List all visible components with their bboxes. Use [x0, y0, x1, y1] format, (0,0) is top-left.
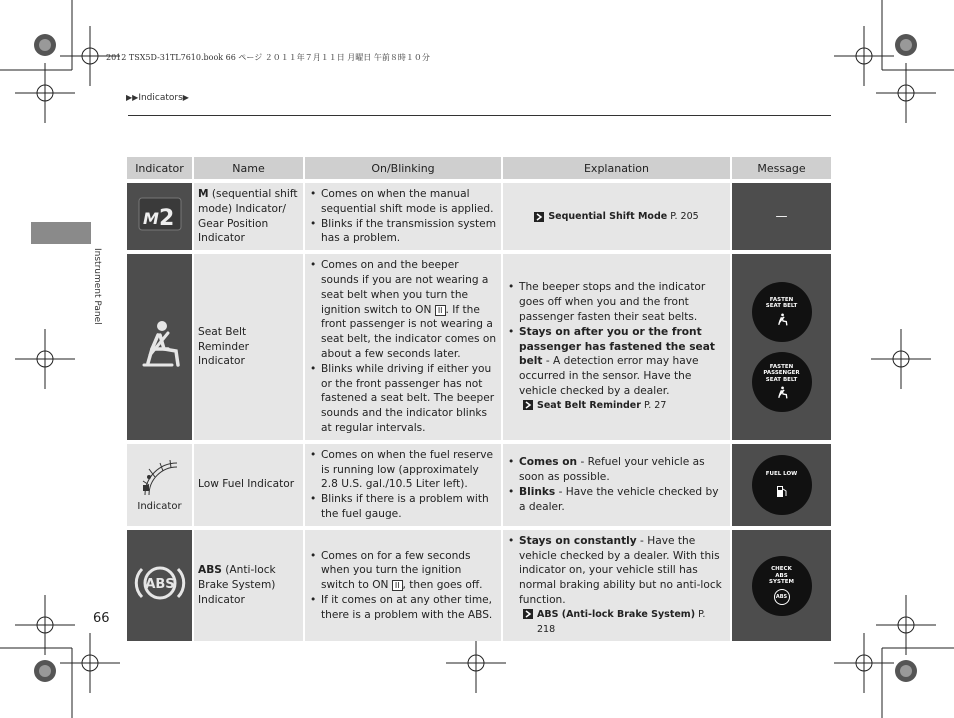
table-row	[127, 440, 831, 526]
list-item	[519, 485, 726, 515]
message-cell	[732, 179, 831, 250]
seat-belt-icon	[776, 386, 788, 400]
list-text: , then goes off.	[402, 579, 483, 592]
ref-page: P. 205	[670, 210, 699, 222]
breadcrumb-end-arrow: ▶	[182, 93, 189, 102]
breadcrumb[interactable]	[126, 93, 189, 103]
table-row	[127, 250, 831, 440]
list-item: • The beeper stops and the indicator goes off when you and the front passenger fasten their seat belts.	[519, 280, 726, 324]
reference-arrow-icon	[523, 609, 533, 619]
cross-reference-link[interactable]	[534, 211, 698, 222]
reference-arrow-icon	[534, 212, 544, 222]
bold-text: Stays on constantly	[519, 534, 637, 547]
name-bold: ABS	[198, 564, 222, 577]
list-text: Comes on and the beeper sounds if you are not wearing a seat belt when you turn the ignition switch to ON	[321, 259, 489, 316]
low-fuel-icon	[135, 455, 185, 499]
table-row	[127, 526, 831, 642]
list-text: . If the front passenger is not wearing a seat belt, the indicator comes on about a few seconds later.	[321, 303, 497, 360]
bold-text: Comes on	[519, 456, 578, 469]
indicator-cell	[127, 526, 194, 642]
message-text: CHECK ABS SYSTEM	[769, 566, 794, 586]
list-text: - Have the vehicle checked by a dealer. With this indicator on, your vehicle still has normal braking ability but no anti-lock function.	[519, 534, 722, 606]
abs-icon: ABS	[774, 589, 790, 605]
message-text: FASTEN SEAT BELT	[765, 296, 798, 310]
list-item	[519, 325, 726, 399]
col-header-indicator: Indicator	[127, 157, 194, 179]
chapter-label: Instrument Panel	[92, 248, 102, 325]
list-item: • Comes on when the fuel reserve is running low (approximately 2.8 U.S. gal./10.5 Liter left).	[321, 448, 497, 492]
list-text: Comes on for a few seconds when you turn the ignition switch to ON	[321, 549, 471, 592]
explanation-cell	[503, 526, 732, 642]
message-display	[752, 455, 812, 515]
svg-text:ABS: ABS	[144, 577, 175, 593]
col-header-on-blinking: On/Blinking	[305, 157, 503, 179]
on-blinking-cell	[305, 440, 503, 526]
name-cell: Low Fuel Indicator	[194, 440, 305, 526]
name-text: (sequential shift mode) Indicator/ Gear Position Indicator	[198, 188, 298, 245]
ignition-position-key: II	[435, 305, 446, 316]
list-text: - Have the vehicle checked by a dealer.	[519, 485, 719, 513]
svg-text:2: 2	[158, 206, 174, 232]
list-item: • Blinks if the transmission system has a problem.	[321, 217, 497, 247]
seat-belt-icon	[776, 313, 788, 327]
list-item: • Blinks while driving if either you or the front passenger has not fastened a seat belt. The beeper sounds and the indicator blinks at regular intervals.	[321, 362, 497, 436]
indicator-cell	[127, 440, 194, 526]
message-cell	[732, 250, 831, 440]
ref-label[interactable]: Seat Belt Reminder	[537, 399, 641, 411]
list-item	[321, 549, 497, 593]
col-header-explanation: Explanation	[503, 157, 732, 179]
ref-page: P. 27	[643, 399, 667, 411]
ref-page: P. 218	[537, 608, 706, 635]
page-number: 66	[93, 611, 110, 626]
message-display	[752, 282, 812, 342]
no-message-dash: —	[775, 208, 788, 223]
fuel-pump-icon	[776, 485, 788, 498]
table-header-row	[127, 157, 831, 179]
chapter-tab	[31, 222, 91, 244]
list-item	[519, 455, 726, 485]
indicator-cell	[127, 179, 194, 250]
print-file-header: 2012 TSX5D-31TL7610.book 66 ページ ２０１１年７月１１日 月曜日 午前８時１０分	[106, 53, 430, 62]
list-item: • If it comes on at any other time, there is a problem with the ABS.	[321, 593, 497, 623]
on-blinking-cell	[305, 250, 503, 440]
list-item	[321, 258, 497, 362]
on-blinking-cell	[305, 526, 503, 642]
message-text: FUEL LOW	[765, 470, 798, 477]
col-header-name: Name	[194, 157, 305, 179]
breadcrumb-arrows: ▶▶	[126, 93, 139, 102]
list-item: • Comes on when the manual sequential shift mode is applied.	[321, 187, 497, 217]
cross-reference-link[interactable]	[523, 399, 726, 414]
indicator-cell	[127, 250, 194, 440]
list-item: • Blinks if there is a problem with the fuel gauge.	[321, 492, 497, 522]
list-text: - A detection error may have occurred in the sensor. Have the vehicle checked by a dealer.	[519, 355, 699, 397]
on-blinking-cell	[305, 179, 503, 250]
name-cell: Seat Belt Reminder Indicator	[194, 250, 305, 440]
explanation-cell	[503, 179, 732, 250]
name-cell	[194, 179, 305, 250]
list-text: - Refuel your vehicle as soon as possible.	[519, 456, 705, 483]
abs-icon	[133, 561, 187, 605]
breadcrumb-label[interactable]: Indicators	[138, 93, 183, 103]
bold-text: Blinks	[519, 485, 556, 498]
message-display	[752, 556, 812, 616]
reference-arrow-icon	[523, 400, 533, 410]
explanation-cell	[503, 440, 732, 526]
list-item	[519, 534, 726, 608]
message-display	[752, 352, 812, 412]
name-bold: M	[198, 188, 209, 200]
seat-belt-icon	[138, 319, 182, 371]
cross-reference-link[interactable]	[523, 608, 726, 638]
name-text: (Anti-lock Brake System) Indicator	[198, 564, 276, 606]
message-cell	[732, 526, 831, 642]
col-header-message: Message	[732, 157, 831, 179]
message-cell	[732, 440, 831, 526]
header-rule	[128, 115, 831, 116]
table-row	[127, 179, 831, 250]
icon-caption: Indicator	[137, 500, 182, 512]
message-text: FASTEN PASSENGER SEAT BELT	[763, 363, 800, 383]
m2-gear-indicator-icon	[137, 196, 183, 232]
ref-label[interactable]: ABS (Anti-lock Brake System)	[537, 608, 696, 620]
explanation-cell	[503, 250, 732, 440]
ignition-position-key: II	[392, 580, 403, 591]
ref-label[interactable]: Sequential Shift Mode	[548, 210, 668, 222]
name-cell	[194, 526, 305, 642]
indicator-table	[127, 157, 831, 641]
svg-text:M: M	[142, 209, 159, 229]
bold-text: Stays on after you or the front passenger has fastened the seat belt	[519, 325, 715, 368]
